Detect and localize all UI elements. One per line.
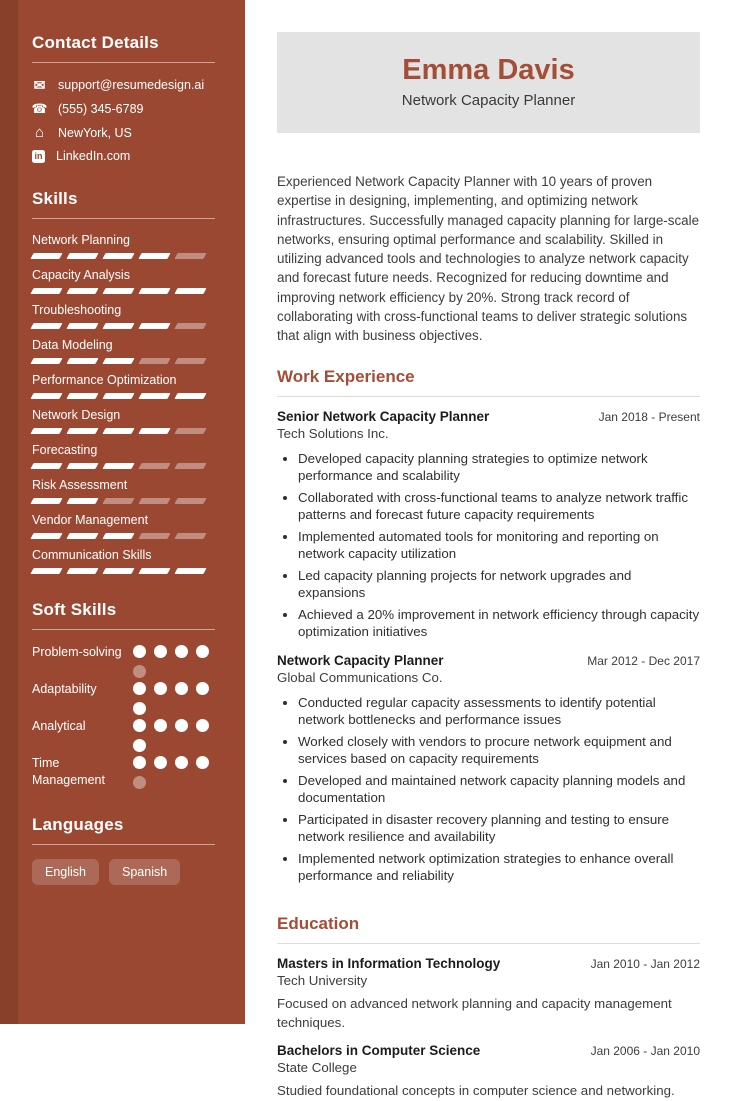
soft-skill-label: Time Management	[32, 756, 105, 787]
skill-bar	[32, 568, 215, 574]
soft-skill-dot	[133, 756, 146, 769]
skill-bar-segment	[174, 568, 206, 574]
education-entry	[277, 1043, 700, 1101]
soft-skill-dot	[196, 682, 209, 695]
summary-text: Experienced Network Capacity Planner with 10 years of proven expertise in designing, implementing, and optimizing network infrastructures. Successfully managed capacity planning for large-scale networks, ensuring optimal performance and scalability. Skilled in utilizing advanced tools and technologies to analyze network capacity and forecast future needs. Recognized for reducing downtime and improving network efficiency by 20%. Strong track record of collaborating with cross-functional teams to deliver strategic solutions that align with business objectives.	[277, 174, 700, 344]
soft-skill-dot	[175, 756, 188, 769]
email-icon	[32, 77, 47, 92]
skill-bar-segment	[66, 358, 98, 364]
skill-bar-segment	[66, 253, 98, 259]
job-bullet: • Led capacity planning projects for network upgrades and expansions	[298, 567, 700, 601]
skill-bar-segment	[30, 533, 62, 539]
job-bullet-list	[277, 694, 700, 884]
soft-skill-dot	[133, 645, 146, 658]
skill-bar	[32, 288, 215, 294]
skill-bar-segment	[102, 288, 134, 294]
skill-bar-segment	[174, 428, 206, 434]
skill-bar-segment	[30, 463, 62, 469]
skill-bar-segment	[138, 253, 170, 259]
soft-skill-item	[32, 681, 215, 715]
skill-bar-segment	[30, 568, 62, 574]
soft-skill-dot	[133, 719, 146, 732]
skill-bar-segment	[66, 498, 98, 504]
skill-bar-segment	[30, 428, 62, 434]
job-bullet-list	[277, 450, 700, 640]
job-entry	[277, 653, 700, 884]
contact-item	[32, 125, 215, 140]
skill-bar-segment	[30, 323, 62, 329]
skill-bar-segment	[174, 323, 206, 329]
skill-bar-segment	[102, 568, 134, 574]
work-experience-title: Work Experience	[277, 367, 700, 397]
soft-skill-dot	[133, 739, 146, 752]
soft-skill-dot	[133, 665, 146, 678]
skill-bar-segment	[102, 323, 134, 329]
skill-bar	[32, 253, 215, 259]
skill-bar-segment	[174, 498, 206, 504]
skills-section	[32, 189, 215, 574]
soft-skill-item	[32, 755, 215, 789]
skill-bar-segment	[66, 393, 98, 399]
soft-skill-dot	[196, 756, 209, 769]
skill-bar-segment	[138, 323, 170, 329]
job-dates: Mar 2012 - Dec 2017	[587, 653, 700, 668]
education-description: Focused on advanced network planning and capacity management techniques.	[277, 995, 672, 1030]
job-bullet: • Conducted regular capacity assessments to identify potential network bottlenecks and performance issues	[298, 694, 700, 728]
contact-text: (555) 345-6789	[58, 101, 144, 116]
skill-bar-segment	[66, 568, 98, 574]
skill-item	[32, 513, 215, 539]
skill-bar-segment	[66, 463, 98, 469]
skill-label: Vendor Management	[32, 513, 149, 527]
job-bullet: • Worked closely with vendors to procure network equipment and services based on capacity requirements	[298, 733, 700, 767]
skill-bar-segment	[102, 533, 134, 539]
soft-skill-label: Analytical	[32, 719, 86, 733]
skill-bar-segment	[102, 498, 134, 504]
contact-item	[32, 101, 215, 116]
skill-bar-segment	[138, 533, 170, 539]
skill-bar-segment	[30, 393, 62, 399]
job-dates: Jan 2018 - Present	[598, 409, 700, 424]
languages-list	[32, 859, 215, 885]
soft-skills-list	[32, 644, 215, 789]
soft-skill-dot	[133, 682, 146, 695]
contact-section	[32, 33, 215, 163]
skill-bar-segment	[138, 288, 170, 294]
soft-skill-dot	[154, 682, 167, 695]
skill-bar-segment	[102, 358, 134, 364]
soft-skill-dot	[133, 702, 146, 715]
skill-bar	[32, 463, 215, 469]
soft-skill-label: Problem-solving	[32, 645, 122, 659]
degree-title: Bachelors in Computer Science	[277, 1043, 481, 1059]
skill-bar-segment	[138, 463, 170, 469]
skill-bar-segment	[66, 533, 98, 539]
skill-bar-segment	[174, 288, 206, 294]
languages-title: Languages	[32, 815, 124, 834]
skill-bar	[32, 323, 215, 329]
soft-skill-dot	[133, 776, 146, 789]
sidebar-accent-strip	[0, 0, 18, 1024]
soft-skill-dot	[154, 645, 167, 658]
soft-skills-title: Soft Skills	[32, 600, 117, 619]
candidate-name: Emma Davis	[402, 54, 575, 86]
skill-bar-segment	[30, 498, 62, 504]
soft-skill-dot	[154, 719, 167, 732]
soft-skill-dot	[175, 719, 188, 732]
language-chip: Spanish	[109, 859, 180, 885]
contact-title: Contact Details	[32, 33, 159, 52]
contact-text: NewYork, US	[58, 125, 132, 140]
skill-bar	[32, 393, 215, 399]
skill-bar-segment	[102, 393, 134, 399]
linkedin-icon	[32, 150, 45, 163]
skill-bar	[32, 533, 215, 539]
skill-label: Network Design	[32, 408, 121, 422]
institution: Tech University	[277, 972, 368, 988]
job-header	[277, 653, 700, 668]
main-content	[245, 0, 730, 1099]
skill-label: Network Planning	[32, 233, 130, 247]
skill-label: Communication Skills	[32, 548, 152, 562]
education-header	[277, 956, 700, 971]
soft-skill-dots	[133, 718, 215, 752]
job-title: Network Capacity Planner	[277, 652, 444, 668]
skill-item	[32, 268, 215, 294]
phone-icon	[32, 101, 47, 116]
divider	[32, 629, 215, 630]
language-chip: English	[32, 859, 99, 885]
skill-item	[32, 408, 215, 434]
skill-bar-segment	[138, 498, 170, 504]
job-bullet: • Participated in disaster recovery planning and testing to ensure network resilience and availability	[298, 811, 700, 845]
skill-bar-segment	[102, 253, 134, 259]
candidate-title: Network Capacity Planner	[401, 92, 576, 109]
education-description: Studied foundational concepts in computer science and networking.	[277, 1083, 675, 1099]
skill-bar-segment	[30, 253, 62, 259]
skill-label: Capacity Analysis	[32, 268, 130, 282]
skill-item	[32, 233, 215, 259]
degree-title: Masters in Information Technology	[277, 955, 501, 971]
job-bullet: • Implemented network optimization strategies to enhance overall performance and reliability	[298, 850, 700, 884]
soft-skill-dot	[175, 645, 188, 658]
contact-item	[32, 149, 215, 163]
skill-bar	[32, 358, 215, 364]
skill-item	[32, 443, 215, 469]
skill-bar-segment	[138, 428, 170, 434]
education-title: Education	[277, 914, 700, 944]
divider	[32, 844, 215, 845]
soft-skills-section	[32, 600, 215, 789]
skill-bar-segment	[30, 358, 62, 364]
skill-label: Forecasting	[32, 443, 98, 457]
education-dates: Jan 2006 - Jan 2010	[590, 1044, 700, 1059]
divider	[32, 218, 215, 219]
job-bullet: • Developed capacity planning strategies to optimize network performance and scalability	[298, 450, 700, 484]
job-bullet: • Collaborated with cross-functional teams to analyze network traffic patterns and forecast future capacity requirements	[298, 489, 700, 523]
institution: State College	[277, 1060, 357, 1076]
contact-text: LinkedIn.com	[56, 149, 131, 163]
job-bullet: • Implemented automated tools for monitoring and reporting on network capacity utilization	[298, 528, 700, 562]
skill-bar-segment	[66, 323, 98, 329]
education-dates: Jan 2010 - Jan 2012	[590, 956, 700, 971]
skill-bar-segment	[138, 358, 170, 364]
home-icon	[32, 125, 47, 140]
sidebar	[0, 0, 245, 1024]
divider	[32, 62, 215, 63]
soft-skill-dots	[133, 644, 215, 678]
soft-skill-dots	[133, 681, 215, 715]
skill-bar-segment	[66, 288, 98, 294]
skill-label: Data Modeling	[32, 338, 113, 352]
header	[277, 32, 700, 133]
job-header	[277, 409, 700, 424]
skill-item	[32, 373, 215, 399]
languages-section	[32, 815, 215, 885]
education-list	[277, 956, 700, 1101]
job-bullet: • Developed and maintained network capacity planning models and documentation	[298, 772, 700, 806]
skill-bar-segment	[30, 288, 62, 294]
job-entry	[277, 409, 700, 640]
job-company: Global Communications Co.	[277, 669, 443, 685]
job-company: Tech Solutions Inc.	[277, 425, 389, 441]
soft-skill-item	[32, 644, 215, 678]
contact-list	[32, 77, 215, 163]
work-experience-section	[277, 367, 700, 884]
skill-bar	[32, 428, 215, 434]
soft-skill-dot	[175, 682, 188, 695]
soft-skill-dot	[196, 719, 209, 732]
skill-bar-segment	[174, 463, 206, 469]
job-bullet: • Achieved a 20% improvement in network efficiency through capacity optimization initiatives	[298, 606, 700, 640]
education-header	[277, 1043, 700, 1058]
skill-bar-segment	[66, 428, 98, 434]
job-title: Senior Network Capacity Planner	[277, 408, 490, 424]
skill-bar-segment	[102, 428, 134, 434]
contact-item	[32, 77, 215, 92]
skill-item	[32, 338, 215, 364]
skill-bar-segment	[138, 568, 170, 574]
soft-skill-item	[32, 718, 215, 752]
soft-skill-dots	[133, 755, 215, 789]
skill-label: Risk Assessment	[32, 478, 128, 492]
education-section	[277, 914, 700, 1101]
skill-item	[32, 478, 215, 504]
skill-item	[32, 303, 215, 329]
skill-bar-segment	[174, 358, 206, 364]
skill-bar-segment	[174, 533, 206, 539]
skill-bar-segment	[174, 253, 206, 259]
skill-label: Performance Optimization	[32, 373, 177, 387]
skill-bar	[32, 498, 215, 504]
job-list	[277, 409, 700, 884]
skill-item	[32, 548, 215, 574]
skill-bar-segment	[102, 463, 134, 469]
soft-skill-dot	[154, 756, 167, 769]
skills-list	[32, 233, 215, 574]
soft-skill-dot	[196, 645, 209, 658]
skills-title: Skills	[32, 189, 78, 208]
contact-text: support@resumedesign.ai	[58, 77, 205, 92]
education-entry	[277, 956, 700, 1032]
skill-bar-segment	[138, 393, 170, 399]
soft-skill-label: Adaptability	[32, 682, 97, 696]
skill-label: Troubleshooting	[32, 303, 122, 317]
skill-bar-segment	[174, 393, 206, 399]
